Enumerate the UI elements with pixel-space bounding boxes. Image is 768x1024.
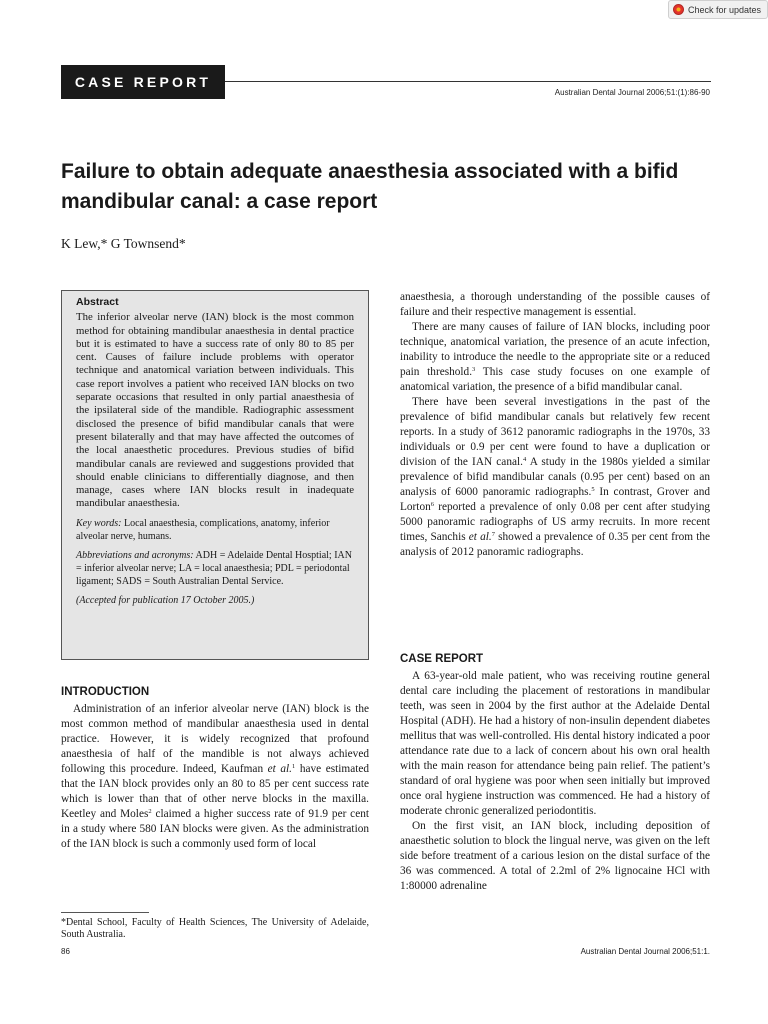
paragraph [400, 395, 710, 560]
text-run: Administration of an inferior alveolar nerve (IAN) block is the most common method of mandibular anaesthesia used in dental practice. However, it is widely recognized that profound anaesthesia of half of the mandible is not always achieved following this procedure. Indeed, Kaufman [61, 703, 369, 775]
keywords [76, 517, 354, 543]
et-al: et al. [267, 763, 293, 775]
paragraph [400, 320, 710, 395]
crossmark-icon [673, 4, 684, 15]
citation-ref: 7 [491, 531, 495, 538]
text-run: claimed a higher success rate of 91.9 per cent in a study where 580 IAN blocks were given. As the administration of the IAN block is such a commonly used form of local [61, 808, 369, 850]
abbreviations-label: Abbreviations and acronyms: [76, 549, 194, 561]
citation-ref: 4 [522, 456, 527, 463]
abstract-body: The inferior alveolar nerve (IAN) block is the most common method for obtaining mandibular anaesthesia in dental practice but it is estimated to have a success rate of only 80 to 85 per cent. Causes of failure include problems with operator technique and anatomical variation between individuals. This case report involves a patient who received IAN blocks on two separate occasions that resulted in only partial anaesthesia of the ipsilateral side of the mandible. Radiographic assessment disclosed the presence of bifid mandibular canals that were present bilaterally and that may have affected the outcomes of the local anaesthetic procedures. Previous studies of bifid mandibular canals are reviewed and suggestions provided that should enable clinicians to differentially diagnose, and then manage, cases where IAN blocks result in inadequate mandibular anaesthesia. [76, 311, 354, 510]
abbreviations [76, 549, 354, 588]
citation-ref: 3 [472, 366, 476, 373]
text-run: showed a prevalence of 0.35 per cent from the analysis of 2012 panoramic radiographs. [400, 531, 711, 558]
text-run: reported a prevalence of only 0.08 per cent after studying 5000 panoramic radiographs of US army recruits. In more recent times, Sanchis [400, 501, 710, 543]
paragraph: On the first visit, an IAN block, including deposition of anaesthetic solution to block the lingual nerve, was given on the left side before treatment of a carious lesion on the distal surface of the 36 was commenced. A total of 2.2ml of 2% lignocaine HCl with 1:80000 adrenaline [400, 820, 710, 892]
et-al: et al. [468, 531, 492, 543]
article-title: Failure to obtain adequate anaesthesia associated with a bifid mandibular canal: a case report [61, 160, 679, 213]
author-affiliation-footnote: *Dental School, Faculty of Health Sciences, The University of Adelaide, South Australia. [61, 917, 369, 940]
introduction-heading: INTRODUCTION [61, 686, 150, 698]
page-number: 86 [61, 947, 70, 956]
text-run: A study in the 1980s yielded a similar prevalence of bifid mandibular canals (0.95 per cent) based on an analysis of 6000 panoramic radiographs. [400, 456, 710, 498]
check-for-updates-label: Check for updates [688, 4, 762, 15]
citation-ref: 5 [591, 486, 595, 493]
accepted-date [76, 594, 354, 607]
introduction-paragraph [61, 702, 369, 852]
abstract-heading: Abstract [76, 296, 119, 308]
keywords-text: Local anaesthesia, complications, anatomy, inferior alveolar nerve, humans. [76, 517, 330, 542]
case-report-body [400, 669, 710, 894]
article-authors: K Lew,* G Townsend* [61, 236, 186, 251]
citation-ref: 1 [292, 763, 296, 770]
abstract-box [61, 290, 369, 660]
citation-ref: 2 [148, 808, 152, 815]
section-label: CASE REPORT [61, 65, 225, 99]
text-run: have estimated that the IAN block provides only an 80 to 85 per cent success rate which is lower than that of other nerve blocks in the maxilla. Keetley and Moles [61, 763, 370, 820]
text-run: In contrast, Grover and Lorton [400, 486, 710, 513]
text-run: There are many causes of failure of IAN blocks, including poor technique, anatomical variation, the presence of an acute infection, inability to introduce the needle to the appropriate site or a reduced pain threshold. [400, 321, 710, 378]
journal-citation-footer: Australian Dental Journal 2006;51:1. [580, 947, 710, 956]
text-run: This case study focuses on one example of anatomical variation, the presence of a bifid mandibular canal. [400, 366, 710, 393]
accepted-text: (Accepted for publication 17 October 2005.) [76, 594, 255, 606]
case-report-heading: CASE REPORT [400, 653, 484, 665]
right-column-body [400, 290, 710, 560]
text-run: There have been several investigations in the past of the prevalence of bifid mandibular canals but relatively few recent reports. In a study of 3612 panoramic radiographs in the 1970s, 33 individuals or 0.9 per cent were found to have a duplication or division of the IAN canal. [400, 396, 710, 468]
paragraph: anaesthesia, a thorough understanding of the possible causes of failure and their respective management is essential. [400, 291, 710, 318]
header-rule [225, 81, 711, 82]
journal-citation-header: Australian Dental Journal 2006;51:(1):86-90 [554, 88, 710, 97]
keywords-label: Key words: [76, 517, 122, 529]
footnote-rule [61, 912, 149, 913]
citation-ref: 6 [430, 501, 434, 508]
introduction-body [61, 702, 369, 852]
check-for-updates-button[interactable] [668, 0, 768, 19]
abbreviations-text: ADH = Adelaide Dental Hosptial; IAN = inferior alveolar nerve; LA = local anaesthesia; PDL = periodontal ligament; SADS = South Australian Dental Service. [76, 549, 352, 587]
paragraph: A 63-year-old male patient, who was receiving routine general dental care including the placement of restorations in mandibular teeth, was seen in 2004 by the first author at the Adelaide Dental Hospital (ADH). He had a history of non-insulin dependent diabetes mellitus that was well-controlled. His dental history indicated a poor attendance rate due to a lack of concern about his own oral health with the main reason for attendance being pain relief. The patient’s standard of oral hygiene was poor when seen initially but improved once oral hygiene instruction was commenced. He had a history of moderate chronic generalized periodontitis. [400, 670, 710, 817]
